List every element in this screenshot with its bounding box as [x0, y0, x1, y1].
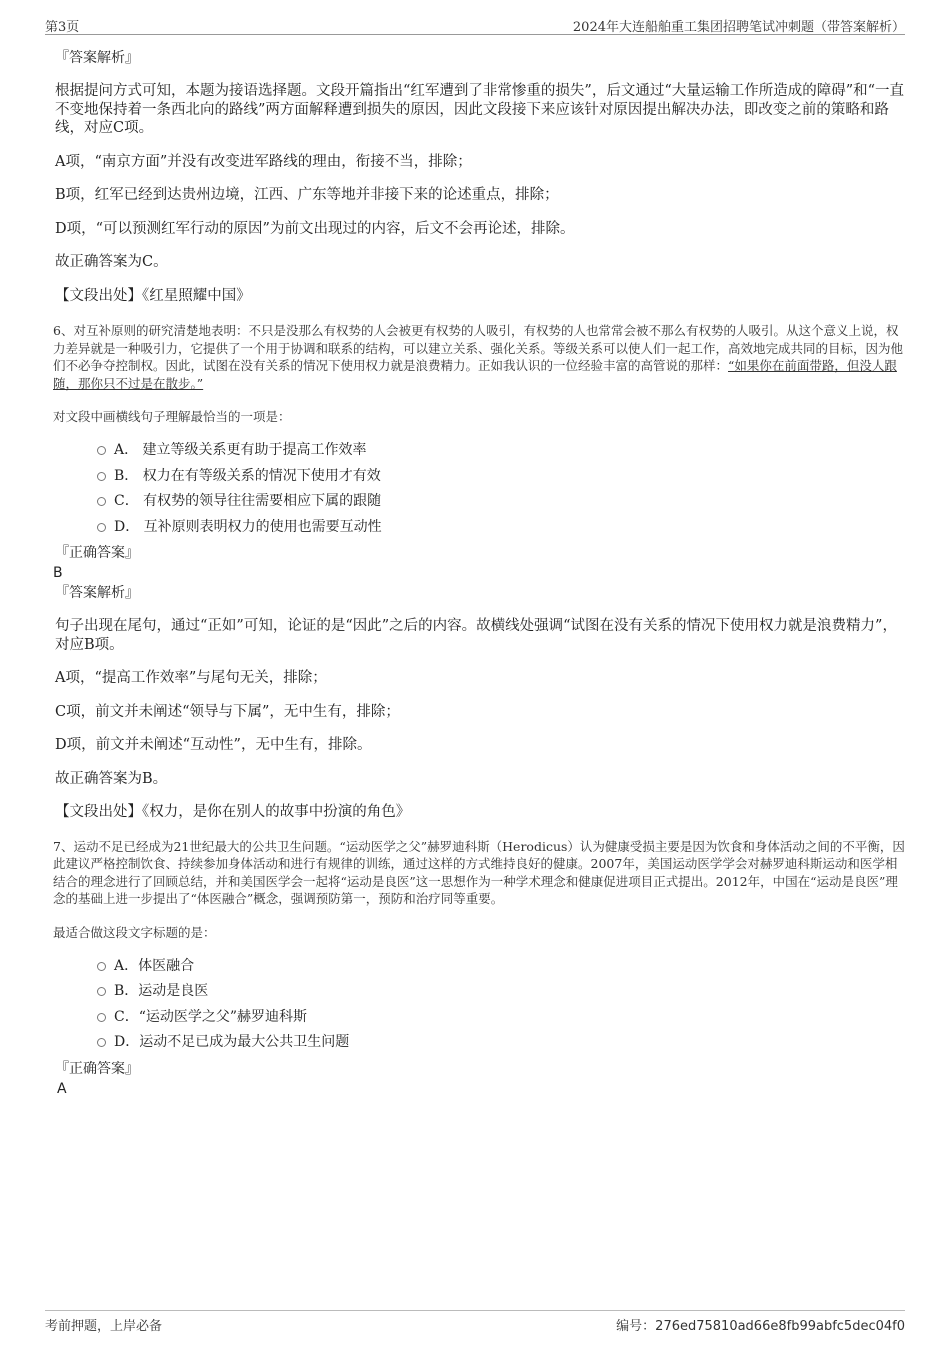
- correct-answer-value: A: [57, 1080, 67, 1097]
- page-number: 第3页: [45, 20, 80, 35]
- option-label: B． 权力在有等级关系的情况下使用才有效: [114, 467, 381, 484]
- option-c[interactable]: [97, 1006, 905, 1032]
- question-6-underlined-sentence: “如果你在前面带路，但没人跟随，那你只不过是在散步。”: [53, 358, 897, 391]
- analysis-paragraph: 句子出现在尾句，通过“正如”可知，论证的是“因此”之后的内容。故横线处强调“试图在没有关系的情况下使用权力就是浪费精力”，对应B项。: [55, 618, 897, 653]
- option-label: D． 互补原则表明权力的使用也需要互动性: [114, 518, 382, 535]
- source-citation: 【文段出处】《权力，是你在别人的故事中扮演的角色》: [55, 804, 411, 820]
- radio-button[interactable]: [97, 962, 106, 971]
- option-label: A．体医融合: [114, 957, 195, 974]
- radio-button[interactable]: [97, 1013, 106, 1022]
- option-d[interactable]: [97, 1031, 905, 1057]
- radio-button[interactable]: [97, 497, 106, 506]
- option-d[interactable]: [97, 516, 905, 542]
- option-b[interactable]: [97, 980, 905, 1006]
- question-7-text: 7、运动不足已经成为21世纪最大的公共卫生问题。“运动医学之父”赫罗迪科斯（Herodicus）认为健康受损主要是因为饮食和身体活动之间的不平衡，因此建议严格控制饮食、持续参加身体活动和进行有规律的训练，通过这样的方式维持良好的健康。2007年，美国运动医学学会对赫罗迪科斯运动和医学相结合的理念进行了回顾总结，并和美国医学会一起将“运动是良医”这一思想作为一种学术理念和健康促进项目正式提出。2012年，中国在“运动是良医”理念的基础上进一步提出了“体医融合”概念，强调预防第一，预防和治疗同等重要。: [53, 838, 905, 906]
- option-b[interactable]: [97, 465, 905, 491]
- page-footer: [45, 1310, 905, 1335]
- analysis-paragraph: 故正确答案为C。: [55, 254, 168, 270]
- radio-button[interactable]: [97, 987, 106, 996]
- analysis-paragraph: D项，前文并未阐述“互动性”，无中生有，排除。: [55, 737, 372, 753]
- analysis-paragraph: B项，红军已经到达贵州边境，江西、广东等地并非接下来的论述重点，排除；: [55, 187, 559, 203]
- correct-answer-label: 『正确答案』: [55, 545, 139, 561]
- option-label: C． 有权势的领导往往需要相应下属的跟随: [114, 493, 382, 509]
- question-6-body: 6、对互补原则的研究清楚地表明：不只是没那么有权势的人会被更有权势的人吸引，有权势的人也常常会被不那么有权势的人吸引。从这个意义上说，权力差异就是一种吸引力，它提供了一个用于协调和联系的结构，可以建立关系、强化关系。等级关系可以使人们一起工作，高效地完成共同的目标，因为他们不必争夺控制权。因此，试图在没有关系的情况下使用权力就是浪费精力。正如我认识的一位经验丰富的高管说的那样：: [53, 323, 904, 373]
- footer-slogan: 考前押题，上岸必备: [45, 1319, 163, 1334]
- analysis-paragraph: A项，“提高工作效率”与尾句无关，排除；: [55, 670, 327, 686]
- analysis-paragraph: 故正确答案为B。: [55, 770, 168, 787]
- source-citation: 【文段出处】《红星照耀中国》: [55, 287, 251, 304]
- analysis-paragraph: A项，“南京方面”并没有改变进军路线的理由，衔接不当，排除；: [55, 153, 472, 170]
- question-6-options: [97, 439, 905, 541]
- correct-answer-value: B: [53, 565, 63, 581]
- question-6-text: [53, 322, 905, 392]
- analysis-paragraph: 根据提问方式可知，本题为接语选择题。文段开篇指出“红军遭到了非常惨重的损失”，后文通过“大量运输工作所造成的障碍”和“一直不变地保持着一条西北向的路线”两方面解释遭到损失的原因，因此文段接下来应该针对原因提出解决办法，即改变之前的策略和路线，对应C项。: [55, 83, 905, 136]
- analysis-label: 『答案解析』: [55, 585, 139, 601]
- document-code: 编号：276ed75810ad66e8fb99abfc5dec04f0: [616, 1319, 905, 1334]
- radio-button[interactable]: [97, 446, 106, 455]
- question-7-options: [97, 955, 905, 1057]
- radio-button[interactable]: [97, 472, 106, 481]
- option-label: A． 建立等级关系更有助于提高工作效率: [114, 442, 367, 458]
- question-6-prompt: 对文段中画横线句子理解最恰当的一项是：: [53, 409, 291, 424]
- option-c[interactable]: [97, 490, 905, 516]
- page-content: [55, 48, 905, 1099]
- question-7-prompt: 最适合做这段文字标题的是：: [53, 924, 216, 940]
- option-a[interactable]: [97, 439, 905, 465]
- option-a[interactable]: [97, 955, 905, 981]
- option-label: B．运动是良医: [114, 983, 209, 999]
- radio-button[interactable]: [97, 1038, 106, 1047]
- analysis-label: 『答案解析』: [55, 50, 139, 66]
- option-label: C．“运动医学之父”赫罗迪科斯: [114, 1008, 308, 1025]
- option-label: D．运动不足已成为最大公共卫生问题: [114, 1034, 350, 1050]
- analysis-paragraph: D项，“可以预测红军行动的原因”为前文出现过的内容，后文不会再论述，排除。: [55, 220, 575, 237]
- analysis-paragraph: C项，前文并未阐述“领导与下属”，无中生有，排除；: [55, 703, 400, 720]
- radio-button[interactable]: [97, 523, 106, 532]
- page-header: [45, 14, 905, 35]
- correct-answer-label: 『正确答案』: [55, 1060, 139, 1077]
- document-title: 2024年大连船舶重工集团招聘笔试冲刺题（带答案解析）: [572, 20, 905, 35]
